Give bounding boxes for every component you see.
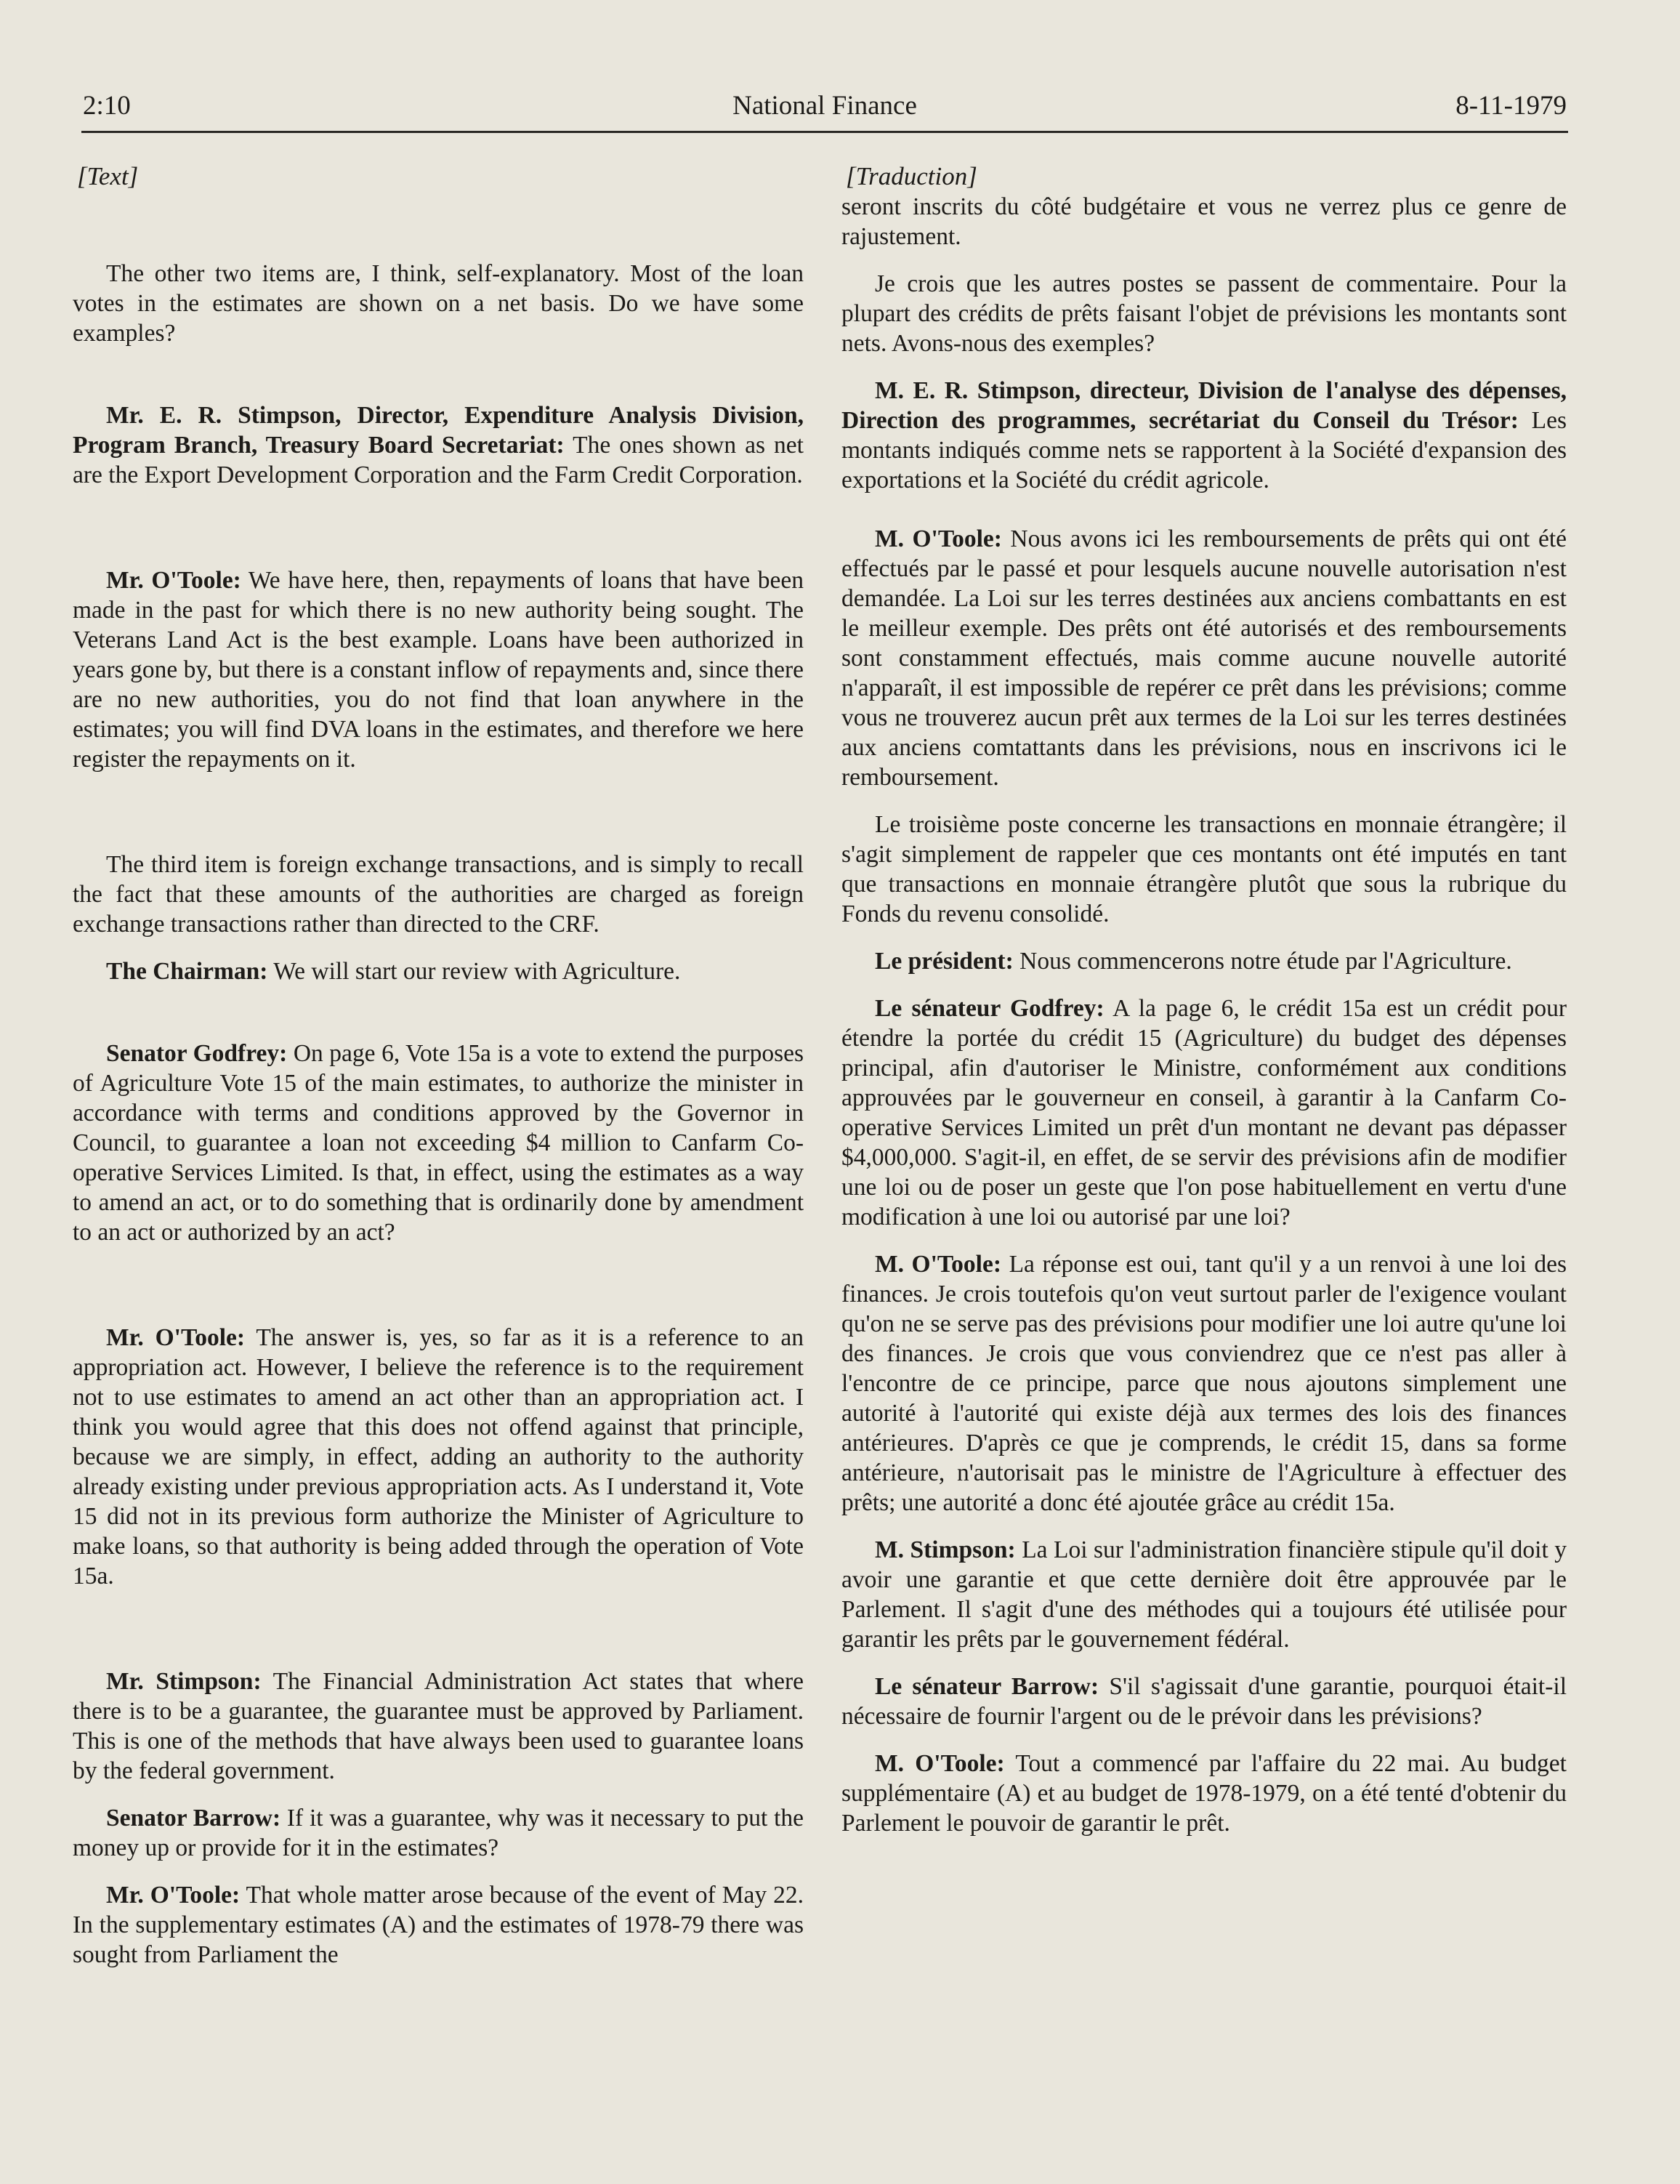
speaker-name: M. O'Toole: <box>875 1750 1005 1777</box>
speaker-name: M. O'Toole: <box>875 1251 1002 1278</box>
paragraph-text: Les montants indiqués comme nets se rapportent à la Société d'expansion des exportations et la Société du crédit agricole. <box>841 407 1567 493</box>
transcript-paragraph <box>73 1323 804 1591</box>
transcript-paragraph <box>841 1672 1567 1731</box>
paragraph-text: The answer is, yes, so far as it is a reference to an appropriation act. However, I believe the reference is to the requirement not to use estimates to amend an act other than an appropriation act. I think you would agree that this does not offend against that principle, because we are simply, in effect, adding an authority to the authority already existing under previous appropriation acts. As I understand it, Vote 15 did not in its previous form authorize the Minister of Agriculture to make loans, so that authority is being added through the operation of Vote 15a. <box>73 1324 804 1589</box>
transcript-paragraph <box>73 1803 804 1863</box>
paragraph-text: The other two items are, I think, self-explanatory. Most of the loan votes in the estimates are shown on a net basis. Do we have some examples? <box>73 260 804 347</box>
page-number: 2:10 <box>83 91 131 121</box>
speaker-name: M. O'Toole: <box>875 525 1002 552</box>
speaker-name: Mr. O'Toole: <box>106 1882 241 1909</box>
speaker-name: Senator Barrow: <box>106 1805 281 1832</box>
transcript-paragraph <box>841 994 1567 1232</box>
transcript-paragraph <box>841 524 1567 792</box>
transcript-paragraph <box>73 1667 804 1786</box>
paragraph-text: La Loi sur l'administration financière stipule qu'il doit y avoir une garantie et que cette dernière doit être approuvée par le Parlement. Il s'agit d'une des méthodes qui a toujours été utilisée pour garantir les prêts par le gouvernement fédéral. <box>841 1536 1567 1653</box>
transcript-paragraph <box>841 1749 1567 1838</box>
speaker-name: M. E. R. Stimpson, directeur, Division de l'analyse des dépenses, Direction des programmes, secrétariat du Conseil du Trésor: <box>841 377 1567 434</box>
paragraph-text: On page 6, Vote 15a is a vote to extend the purposes of Agriculture Vote 15 of the main estimates, to authorize the minister in accordance with terms and conditions approved by the Governor in Council, to guarantee a loan not exceeding $4 million to Canfarm Co-operative Services Limited. Is that, in effect, using the estimates as a way to amend an act, or to do something that is ordinarily done by amendment to an act or authorized by an act? <box>73 1040 804 1246</box>
transcript-paragraph <box>73 1039 804 1247</box>
paragraph-text: seront inscrits du côté budgétaire et vous ne verrez plus ce genre de rajustement. <box>841 193 1567 250</box>
speaker-name: Mr. Stimpson: <box>106 1668 262 1695</box>
paragraph-text: That whole matter arose because of the event of May 22. In the supplementary estimates (A) and the estimates of 1978-79 there was sought from Parliament the <box>73 1882 804 1968</box>
paragraph-text: Tout a commencé par l'affaire du 22 mai. Au budget supplémentaire (A) et au budget de 1978-1979, on a été tenté d'obtenir du Parlement le pouvoir de garantir le prêt. <box>841 1750 1567 1837</box>
meeting-date: 8-11-1979 <box>1455 91 1567 121</box>
paragraph-text: A la page 6, le crédit 15a est un crédit pour étendre la portée du crédit 15 (Agriculture) du budget des dépenses principal, afin d'autoriser le Ministre, conformément aux conditions approuvées par le gouverneur en conseil, à garantir à la Canfarm Co-operative Services Limited un prêt d'un montant ne devant pas dépasser $4,000,000. S'agit-il, en effet, de se servir des prévisions afin de modifier une loi ou de poser un geste que l'on pose habituellement en vertu d'une modification à une loi ou autorisé par une loi? <box>841 995 1567 1230</box>
english-column <box>73 161 804 1987</box>
paragraph-text: Nous avons ici les remboursements de prêts qui ont été effectués par le passé et pour lesquels aucune nouvelle autorisation n'est demandée. La Loi sur les terres destinées aux anciens combattants en est le meilleur exemple. Des prêts ont été autorisés et des remboursements sont constamment effectués, mais comme aucune nouvelle autorité n'apparaît, il est impossible de repérer ce prêt dans les prévisions; comme vous ne trouverez aucun prêt aux termes de la Loi sur les terres destinées aux anciens comtattants dans les prévisions, nous en inscrivons ici le remboursement. <box>841 525 1567 791</box>
paragraph-text: We will start our review with Agriculture. <box>273 958 681 985</box>
committee-title: National Finance <box>732 91 917 121</box>
speaker-name: Le sénateur Godfrey: <box>875 995 1104 1022</box>
transcript-paragraph <box>73 565 804 774</box>
french-column <box>841 161 1567 1855</box>
paragraph-text: The Financial Administration Act states that where there is to be a guarantee, the guarantee must be approved by Parliament. This is one of the methods that have always been used to guarantee loans by the federal government. <box>73 1668 804 1784</box>
speaker-name: The Chairman: <box>106 958 268 985</box>
language-label: [Text] <box>77 162 139 190</box>
speaker-name: M. Stimpson: <box>875 1536 1016 1563</box>
transcript-paragraph <box>73 1880 804 1970</box>
paragraph-text: The third item is foreign exchange transactions, and is simply to recall the fact that these amounts of the authorities are charged as foreign exchange transactions rather than directed to the CRF. <box>73 851 804 938</box>
transcript-paragraph <box>73 850 804 939</box>
transcript-paragraph <box>841 1249 1567 1518</box>
transcript-paragraph <box>841 269 1567 358</box>
paragraph-text: La réponse est oui, tant qu'il y a un renvoi à une loi des finances. Je crois toutefois qu'on veut surtout parler de l'exigence voulant qu'on ne se serve pas des prévisions pour modifier une loi autre qu'une loi des finances. Je crois que vous conviendrez que ce n'est pas aller à l'encontre de ce principe, parce que nous ajoutons simplement une autorité à l'autorité qui existe déjà aux termes des lois des finances antérieures. D'après ce que je comprends, le crédit 15, dans sa forme antérieure, n'autorisait pas le ministre de l'Agriculture à effectuer des prêts; une autorité a donc été ajoutée grâce au crédit 15a. <box>841 1251 1567 1516</box>
transcript-paragraph <box>73 259 804 348</box>
speaker-name: Senator Godfrey: <box>106 1040 288 1067</box>
paragraph-text: Nous commencerons notre étude par l'Agriculture. <box>1019 948 1512 975</box>
transcript-paragraph <box>841 946 1567 976</box>
page-header <box>81 86 1568 133</box>
speaker-name: Mr. O'Toole: <box>106 1324 246 1351</box>
speaker-name: Mr. E. R. Stimpson, Director, Expenditure Analysis Division, Program Branch, Treasury Board Secretariat: <box>73 402 804 459</box>
transcript-paragraph <box>841 376 1567 495</box>
transcript-paragraph <box>841 810 1567 929</box>
paragraph-text: Le troisième poste concerne les transactions en monnaie étrangère; il s'agit simplement de rappeler que ces montants ont été imputés en tant que transactions en monnaie étrangère plutôt que sous la rubrique du Fonds du revenu consolidé. <box>841 811 1567 927</box>
speaker-name: Le président: <box>875 948 1014 975</box>
paragraph-text: We have here, then, repayments of loans that have been made in the past for which there is no new authority being sought. The Veterans Land Act is the best example. Loans have been authorized in years gone by, but there is a constant inflow of repayments and, since there are no new authorities, you do not find that loan anywhere in the estimates; you will find DVA loans in the estimates, and therefore we here register the repayments on it. <box>73 567 804 773</box>
paragraph-text: S'il s'agissait d'une garantie, pourquoi était-il nécessaire de fournir l'argent ou de le prévoir dans les prévisions? <box>841 1673 1567 1730</box>
paragraph-text: Je crois que les autres postes se passent de commentaire. Pour la plupart des crédits de prêts faisant l'objet de prévisions les montants sont nets. Avons-nous des exemples? <box>841 270 1567 357</box>
transcript-paragraph <box>73 956 804 986</box>
speaker-name: Le sénateur Barrow: <box>875 1673 1099 1700</box>
language-label: [Traduction] <box>846 162 977 190</box>
transcript-paragraph <box>841 1535 1567 1654</box>
transcript-paragraph <box>841 192 1567 251</box>
speaker-name: Mr. O'Toole: <box>106 567 241 594</box>
transcript-paragraph <box>73 400 804 490</box>
paragraph-text: The ones shown as net are the Export Development Corporation and the Farm Credit Corporation. <box>73 432 804 488</box>
paragraph-text: If it was a guarantee, why was it necessary to put the money up or provide for it in the estimates? <box>73 1805 804 1861</box>
